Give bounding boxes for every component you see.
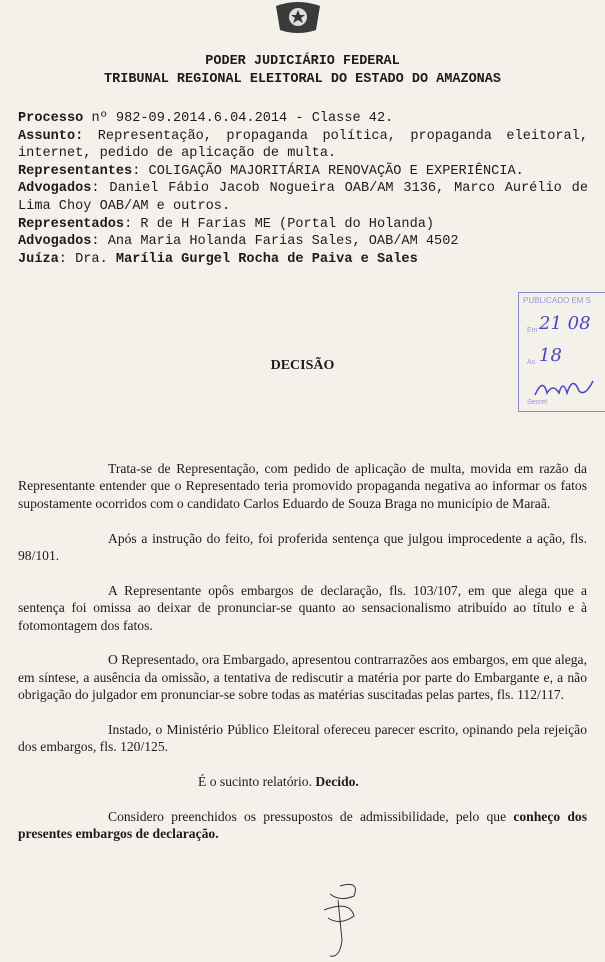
advogados-line-2 [18, 233, 588, 251]
advogados-line-1 [18, 180, 588, 215]
stamp-date: 21 08 [539, 313, 591, 334]
relatorio-paragraph [18, 773, 587, 790]
label: Advogados [18, 234, 92, 250]
representantes-line [18, 163, 588, 181]
label: Representantes [18, 163, 133, 179]
header-line-1: PODER JUDICIÁRIO FEDERAL [205, 54, 400, 69]
relatorio-text: É o sucinto relatório. [198, 774, 316, 790]
decision-title: DECISÃO [270, 358, 335, 373]
publication-stamp [518, 292, 605, 412]
stamp-signature [533, 375, 605, 401]
stamp-em-label: Em [527, 327, 538, 334]
paragraph: A Representante opôs embargos de declaração, fls. 103/107, em que alega que a sentença foi omissa ao deixar de pronunciar-se quanto ao sensacionalismo atribuído ao título e à fotomontagem dos fatos. [18, 582, 587, 633]
value: : R de H Farias ME (Portal do Holanda) [124, 216, 435, 232]
handwritten-signature [310, 880, 370, 960]
value: Representação, propaganda política, propaganda eleitoral, internet, pedido de aplicação de multa. [18, 128, 588, 162]
value: nº 982-09.2014.6.04.2014 - Classe 42. [91, 111, 394, 126]
value: : Daniel Fábio Jacob Nogueira OAB/AM 3136, Marco Aurélio de Lima Choy OAB/AM e outros. [18, 181, 588, 214]
label: Juíza [18, 251, 59, 267]
stamp-as-label: As [527, 359, 536, 366]
assunto-line [18, 128, 588, 163]
last-para-text: Considero preenchidos os pressupostos de admissibilidade, pelo que [108, 809, 514, 825]
header-line-2: TRIBUNAL REGIONAL ELEITORAL DO ESTADO DO AMAZONAS [104, 72, 501, 87]
paragraph: Após a instrução do feito, foi proferida sentença que julgou improcedente a ação, fls. 98/101. [18, 530, 587, 564]
label: Advogados [18, 181, 92, 197]
paragraph: O Representado, ora Embargado, apresentou contrarrazões aos embargos, em que alega, em síntese, a ausência da omissão, a tentativa de rediscutir a matéria por parte do Embargante e, a não obrigação do julgador em pronunciar-se sobre todas as matérias suscitadas pelas partes, fls. 112/117. [18, 652, 587, 703]
label: Processo [18, 111, 84, 126]
decido-text: Decido. [315, 774, 359, 790]
last-para-bold: conheço dos presentes embargos de declaração. [18, 809, 587, 842]
prefix: : Dra. [58, 251, 116, 267]
representados-line [18, 216, 588, 234]
processo-line [18, 110, 588, 128]
value: : COLIGAÇÃO MAJORITÁRIA RENOVAÇÃO E EXPERIÊNCIA. [132, 163, 524, 179]
paragraph: Instado, o Ministério Público Eleitoral ofereceu parecer escrito, opinando pela rejeição dos embargos, fls. 120/125. [18, 722, 587, 755]
label: Assunto: [18, 128, 84, 144]
paragraph: Trata-se de Representação, com pedido de aplicação de multa, movida em razão da Representante entender que o Representado teria promovido propaganda negativa ao informar os fatos supostamente ocorridos com o candidato Carlos Eduardo de Souza Braga no município de Maraã. [18, 461, 587, 511]
stamp-time: 18 [539, 345, 562, 366]
label: Representados [18, 216, 125, 232]
paragraph [18, 808, 587, 843]
value: Marília Gurgel Rocha de Paiva e Sales [115, 251, 418, 267]
coat-of-arms-seal [270, 2, 326, 34]
stamp-title: PUBLICADO EM S [523, 296, 592, 305]
value: : Ana Maria Holanda Farias Sales, OAB/AM 4502 [91, 234, 459, 250]
juiza-line [18, 251, 588, 269]
stamp-footer: Secret [527, 399, 548, 406]
case-metadata [18, 110, 588, 268]
decision-body [18, 460, 587, 860]
